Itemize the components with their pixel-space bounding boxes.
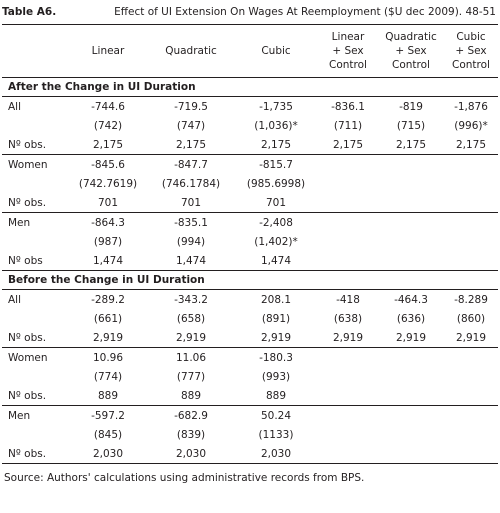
table-cell	[378, 174, 444, 193]
table-cell: -1,735	[259, 100, 293, 113]
table-cell	[444, 444, 498, 464]
table-cell: -847.7	[174, 158, 208, 171]
row-label	[2, 367, 68, 386]
table-cell	[318, 444, 378, 464]
table-cell: (993)	[261, 370, 291, 383]
table-cell	[378, 251, 444, 271]
table-cell	[318, 174, 378, 193]
table-row	[2, 328, 498, 348]
table-cell	[444, 425, 498, 444]
table-row	[2, 406, 498, 426]
table-row	[2, 193, 498, 213]
table-cell: 2,175	[68, 135, 148, 155]
table-cell: -819	[399, 100, 423, 113]
column-header	[2, 25, 68, 78]
table-cell	[444, 406, 498, 426]
table-cell: -744.6	[91, 100, 125, 113]
table-cell: -464.3	[394, 293, 428, 306]
table-cell: 2,919	[318, 328, 378, 348]
row-label: Nº obs.	[2, 328, 68, 348]
table-cell: 1,474	[234, 251, 318, 271]
table-cell: (987)	[93, 235, 123, 248]
column-header	[318, 25, 378, 78]
section-title: Before the Change in UI Duration	[2, 271, 498, 290]
table-cell	[378, 444, 444, 464]
column-header-line: + Sex	[395, 45, 427, 57]
table-cell: -845.6	[91, 158, 125, 171]
column-header-line: Control	[392, 59, 430, 71]
table-cell	[378, 213, 444, 233]
table-row	[2, 386, 498, 406]
table-cell: (715)	[396, 119, 426, 132]
table-cell: (742)	[93, 119, 123, 132]
column-header-line: Linear	[331, 31, 365, 43]
row-label	[2, 174, 68, 193]
table-cell: 208.1	[260, 293, 292, 306]
column-header	[234, 25, 318, 78]
table-cell	[318, 425, 378, 444]
row-label: Women	[8, 158, 48, 171]
table-cell: (994)	[176, 235, 206, 248]
row-label	[2, 232, 68, 251]
table-cell: 50.24	[260, 409, 292, 422]
section-title: After the Change in UI Duration	[2, 78, 498, 97]
table-cell: (1,402)*	[254, 235, 298, 248]
table-cell: 2,175	[234, 135, 318, 155]
table-cell: -835.1	[174, 216, 208, 229]
table-header	[2, 0, 498, 24]
section-header-row	[2, 78, 498, 97]
table-cell	[378, 425, 444, 444]
table-cell	[378, 386, 444, 406]
row-label: Nº obs	[2, 251, 68, 271]
table-cell: 2,030	[148, 444, 234, 464]
section-header-row	[2, 271, 498, 290]
table-row	[2, 444, 498, 464]
table-cell: 1,474	[148, 251, 234, 271]
table-cell	[378, 348, 444, 368]
row-label: Nº obs.	[2, 193, 68, 213]
results-table	[2, 24, 498, 464]
table-cell: (860)	[456, 312, 486, 325]
table-cell	[444, 367, 498, 386]
table-cell	[378, 155, 444, 175]
row-label: Nº obs.	[2, 135, 68, 155]
table-cell: 2,175	[148, 135, 234, 155]
row-label: All	[8, 293, 22, 306]
table-cell	[318, 232, 378, 251]
column-header-line: Control	[452, 59, 490, 71]
table-row	[2, 425, 498, 444]
table-cell	[318, 213, 378, 233]
row-label: Men	[8, 409, 31, 422]
table-cell: 2,175	[378, 135, 444, 155]
table-label: Table A6.	[2, 6, 57, 18]
table-row	[2, 348, 498, 368]
table-cell: 701	[68, 193, 148, 213]
table-cell: (638)	[333, 312, 363, 325]
table-cell: -864.3	[91, 216, 125, 229]
table-cell: (747)	[176, 119, 206, 132]
source-note: Source: Authors' calculations using administrative records from BPS.	[4, 472, 365, 484]
column-header-row	[2, 25, 498, 78]
table-cell: 889	[234, 386, 318, 406]
table-cell	[378, 193, 444, 213]
row-label: Nº obs.	[2, 386, 68, 406]
column-header-line: + Sex	[455, 45, 487, 57]
row-label: All	[8, 100, 22, 113]
table-cell: 2,919	[68, 328, 148, 348]
table-cell: (985.6998)	[246, 177, 306, 190]
row-label: Men	[8, 216, 31, 229]
table-cell	[318, 367, 378, 386]
table-cell	[318, 348, 378, 368]
table-row	[2, 97, 498, 117]
table-row	[2, 251, 498, 271]
table-cell: (711)	[333, 119, 363, 132]
column-header	[148, 25, 234, 78]
row-label	[2, 425, 68, 444]
row-label	[2, 309, 68, 328]
table-cell: (1133)	[258, 428, 294, 441]
table-row	[2, 290, 498, 310]
column-header	[68, 25, 148, 78]
table-cell	[444, 155, 498, 175]
table-cell	[318, 386, 378, 406]
table-cell: 2,030	[234, 444, 318, 464]
table-cell	[444, 213, 498, 233]
table-cell: (996)*	[454, 119, 488, 132]
table-cell	[444, 348, 498, 368]
table-cell: 2,919	[444, 328, 498, 348]
table-row	[2, 367, 498, 386]
table-cell: -719.5	[174, 100, 208, 113]
table-cell: -682.9	[174, 409, 208, 422]
table-cell	[378, 406, 444, 426]
table-cell: 889	[68, 386, 148, 406]
table-row	[2, 232, 498, 251]
column-header-line: Control	[329, 59, 367, 71]
column-header-line: Cubic	[261, 45, 291, 57]
table-cell: -289.2	[91, 293, 125, 306]
table-cell: -343.2	[174, 293, 208, 306]
table-cell: -836.1	[331, 100, 365, 113]
table-title: Effect of UI Extension On Wages At Reemployment ($U dec 2009). 48-51	[114, 6, 496, 18]
table-cell: (1,036)*	[254, 119, 298, 132]
table-cell: -180.3	[259, 351, 293, 364]
table-cell: 889	[148, 386, 234, 406]
table-cell: (777)	[176, 370, 206, 383]
table-cell: 11.06	[175, 351, 207, 364]
table-cell: 701	[148, 193, 234, 213]
table-cell: (845)	[93, 428, 123, 441]
table-row	[2, 155, 498, 175]
table-body	[2, 78, 498, 464]
row-label	[2, 116, 68, 135]
table-cell	[444, 232, 498, 251]
table-cell: -815.7	[259, 158, 293, 171]
table-cell	[318, 155, 378, 175]
table-row	[2, 116, 498, 135]
table-cell: -597.2	[91, 409, 125, 422]
table-cell: -8.289	[454, 293, 488, 306]
table-cell	[378, 367, 444, 386]
table-cell: (891)	[261, 312, 291, 325]
column-header-line: Cubic	[456, 31, 486, 43]
table-cell: 2,175	[444, 135, 498, 155]
table-row	[2, 309, 498, 328]
column-header-line: Quadratic	[165, 45, 217, 57]
table-cell: (658)	[176, 312, 206, 325]
column-header	[444, 25, 498, 78]
table-cell: (774)	[93, 370, 123, 383]
table-cell: 2,919	[234, 328, 318, 348]
table-cell: 10.96	[92, 351, 124, 364]
table-cell	[378, 232, 444, 251]
row-label: Nº obs.	[2, 444, 68, 464]
table-cell	[318, 193, 378, 213]
table-cell: (661)	[93, 312, 123, 325]
table-cell: (742.7619)	[78, 177, 138, 190]
table-cell: (839)	[176, 428, 206, 441]
table-cell	[444, 386, 498, 406]
table-cell: (746.1784)	[161, 177, 221, 190]
table-cell: 701	[234, 193, 318, 213]
table-row	[2, 174, 498, 193]
table-cell: -1,876	[454, 100, 488, 113]
table-row	[2, 135, 498, 155]
table-cell: -418	[336, 293, 360, 306]
table-cell	[318, 251, 378, 271]
table-cell: 2,919	[378, 328, 444, 348]
column-header-line: + Sex	[332, 45, 364, 57]
table-cell	[444, 193, 498, 213]
row-label: Women	[8, 351, 48, 364]
table-cell: 2,030	[68, 444, 148, 464]
column-header-line: Linear	[91, 45, 125, 57]
table-cell: (636)	[396, 312, 426, 325]
table-cell: 2,175	[318, 135, 378, 155]
table-cell: -2,408	[259, 216, 293, 229]
table-cell	[318, 406, 378, 426]
table-cell: 2,919	[148, 328, 234, 348]
table-cell	[444, 174, 498, 193]
table-cell: 1,474	[68, 251, 148, 271]
column-header	[378, 25, 444, 78]
table-row	[2, 213, 498, 233]
column-header-line: Quadratic	[385, 31, 437, 43]
table-cell	[444, 251, 498, 271]
